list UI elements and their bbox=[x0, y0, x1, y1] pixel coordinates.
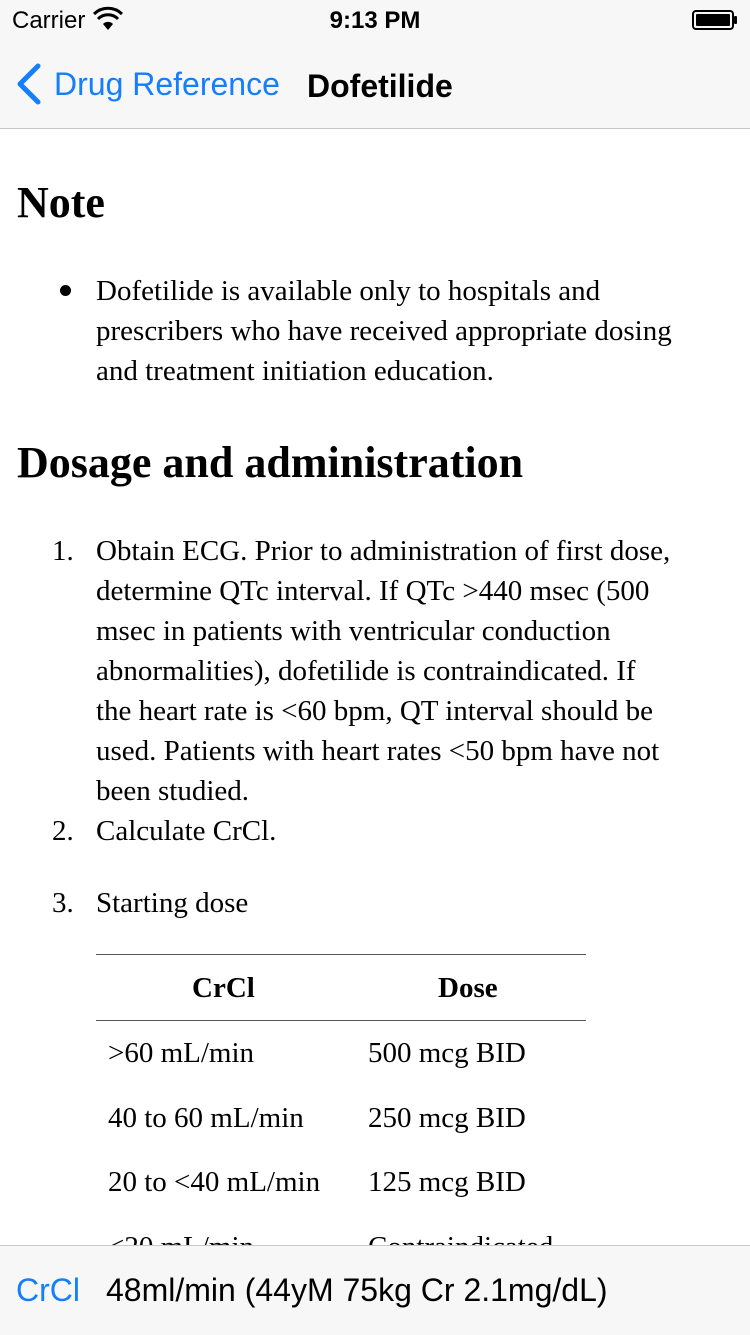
step-line: been studied. bbox=[96, 775, 250, 807]
navigation-bar bbox=[0, 40, 750, 129]
bullet-marker bbox=[60, 285, 71, 296]
step-text: Starting dose bbox=[96, 887, 249, 919]
table-cell-crcl: >60 mL/min bbox=[108, 1037, 255, 1069]
table-header-dose: Dose bbox=[438, 972, 498, 1004]
note-bullet bbox=[96, 271, 741, 391]
step-text bbox=[96, 531, 741, 811]
back-button[interactable] bbox=[14, 60, 280, 108]
status-bar bbox=[0, 0, 750, 40]
status-time: 9:13 PM bbox=[329, 7, 421, 34]
carrier-label: Carrier bbox=[12, 7, 86, 34]
step-line: used. Patients with heart rates <50 bpm have not bbox=[96, 735, 660, 767]
table-cell-dose: 250 mcg BID bbox=[368, 1102, 526, 1134]
chevron-left-icon bbox=[14, 62, 44, 106]
step-number: 3. bbox=[52, 887, 74, 919]
step-line: msec in patients with ventricular conduction bbox=[96, 615, 611, 647]
step-line: abnormalities), dofetilide is contraindicated. If bbox=[96, 655, 636, 687]
table-header-rule bbox=[96, 1020, 586, 1021]
step-number: 1. bbox=[52, 535, 74, 567]
page-title: Dofetilide bbox=[307, 68, 453, 104]
dosage-heading: Dosage and administration bbox=[17, 438, 524, 487]
table-top-rule bbox=[96, 954, 586, 955]
table-header-crcl: CrCl bbox=[192, 972, 255, 1004]
step-number: 2. bbox=[52, 815, 74, 847]
note-bullet-line: Dofetilide is available only to hospitals and bbox=[96, 275, 601, 307]
back-button-label: Drug Reference bbox=[54, 65, 280, 102]
crcl-toolbar bbox=[0, 1245, 750, 1335]
step-line: determine QTc interval. If QTc >440 msec (500 bbox=[96, 575, 650, 607]
battery-icon bbox=[692, 10, 738, 30]
table-cell-crcl: 40 to 60 mL/min bbox=[108, 1102, 304, 1134]
note-heading: Note bbox=[17, 178, 105, 227]
note-bullet-line: and treatment initiation education. bbox=[96, 355, 494, 387]
table-cell-dose: 500 mcg BID bbox=[368, 1037, 526, 1069]
step-text: Calculate CrCl. bbox=[96, 815, 277, 847]
table-cell-dose: 125 mcg BID bbox=[368, 1166, 526, 1198]
note-bullet-line: prescribers who have received appropriate dosing bbox=[96, 315, 672, 347]
crcl-button[interactable]: CrCl bbox=[16, 1272, 80, 1308]
step-line: Obtain ECG. Prior to administration of first dose, bbox=[96, 535, 671, 567]
step-line: the heart rate is <60 bpm, QT interval should be bbox=[96, 695, 654, 727]
table-cell-crcl: 20 to <40 mL/min bbox=[108, 1166, 321, 1198]
drug-content[interactable] bbox=[0, 129, 750, 1245]
crcl-value: 48ml/min (44yM 75kg Cr 2.1mg/dL) bbox=[106, 1272, 608, 1308]
